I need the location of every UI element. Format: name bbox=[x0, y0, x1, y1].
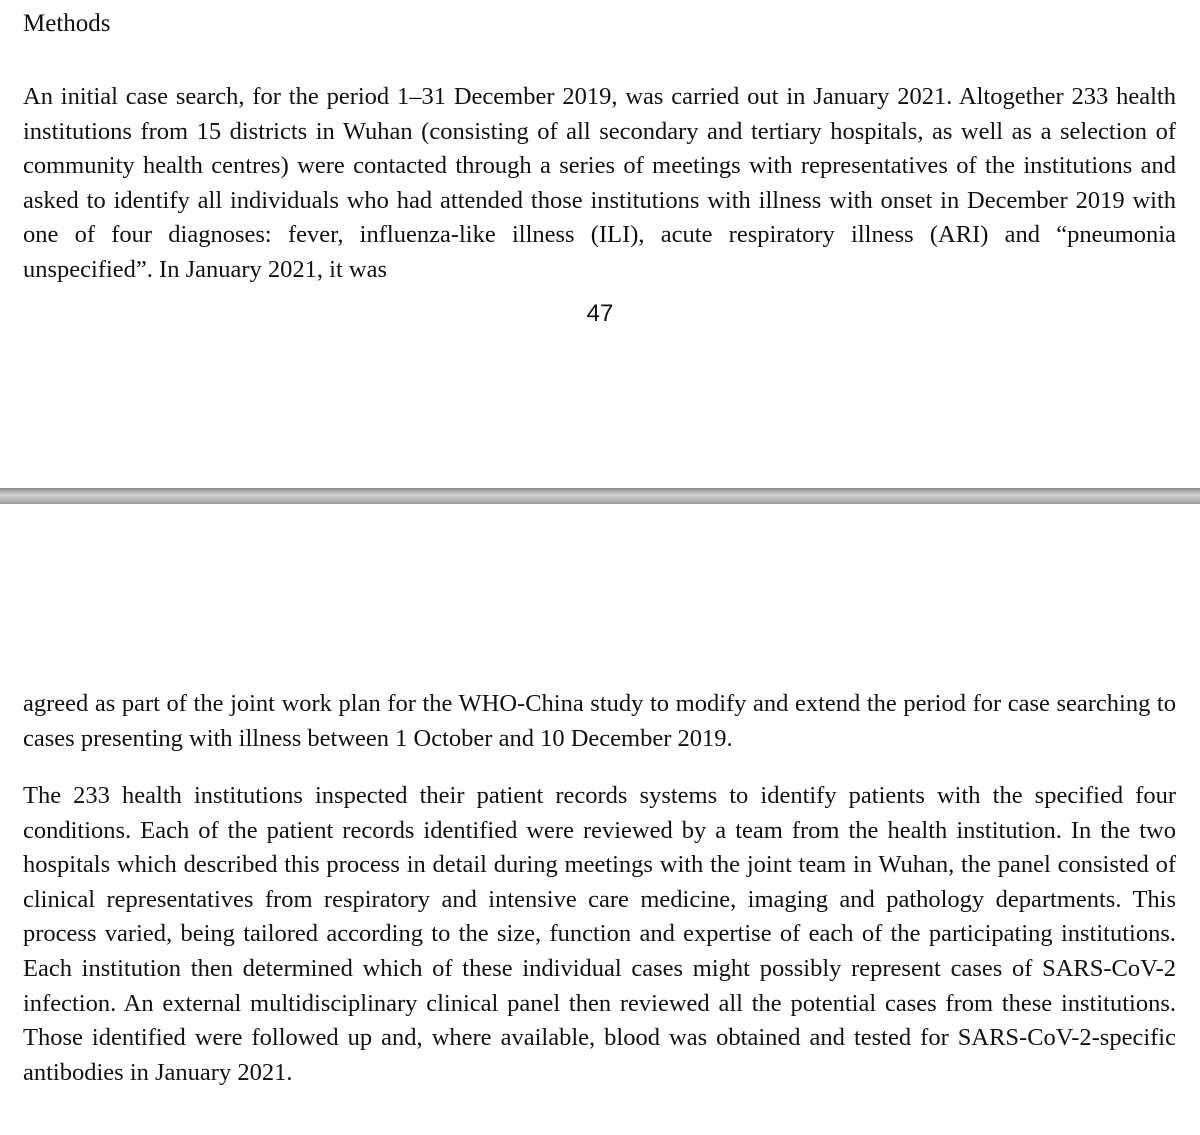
page-48 bbox=[0, 504, 1200, 1135]
paragraph-case-search: An initial case search, for the period 1–31 December 2019, was carried out in January 2021. Altogether 233 health institutions from 15 districts in Wuhan (consisting of all secondary and tertiary hospitals, as well as a selection of community health centres) were contacted through a series of meetings with representatives of the institutions and asked to identify all individuals who had attended those institutions with illness with onset in December 2019 with one of four diagnoses: fever, influenza-like illness (ILI), acute respiratory illness (ARI) and “pneumonia unspecified”. In January 2021, it was bbox=[23, 83, 1176, 283]
paragraph-record-review: The 233 health institutions inspected their patient records systems to identify patients with the specified four conditions. Each of the patient records identified were reviewed by a team from the health institution. In the two hospitals which described this process in detail during meetings with the joint team in Wuhan, the panel consisted of clinical representatives from respiratory and intensive care medicine, imaging and pathology departments. This process varied, being tailored according to the size, function and expertise of each of the participating institutions. Each institution then determined which of these individual cases might possibly represent cases of SARS-CoV-2 infection. An external multidisciplinary clinical panel then reviewed all the potential cases from these institutions. Those identified were followed up and, where available, blood was obtained and tested for SARS-CoV-2-specific antibodies in January 2021. bbox=[23, 782, 1176, 1086]
page-separator bbox=[0, 488, 1200, 504]
page-47 bbox=[0, 0, 1200, 488]
page-number: 47 bbox=[586, 300, 614, 327]
section-heading: Methods bbox=[23, 10, 111, 37]
paragraph-case-search-continued: agreed as part of the joint work plan for the WHO-China study to modify and extend the period for case searching to cases presenting with illness between 1 October and 10 December 2019. bbox=[23, 690, 1176, 752]
